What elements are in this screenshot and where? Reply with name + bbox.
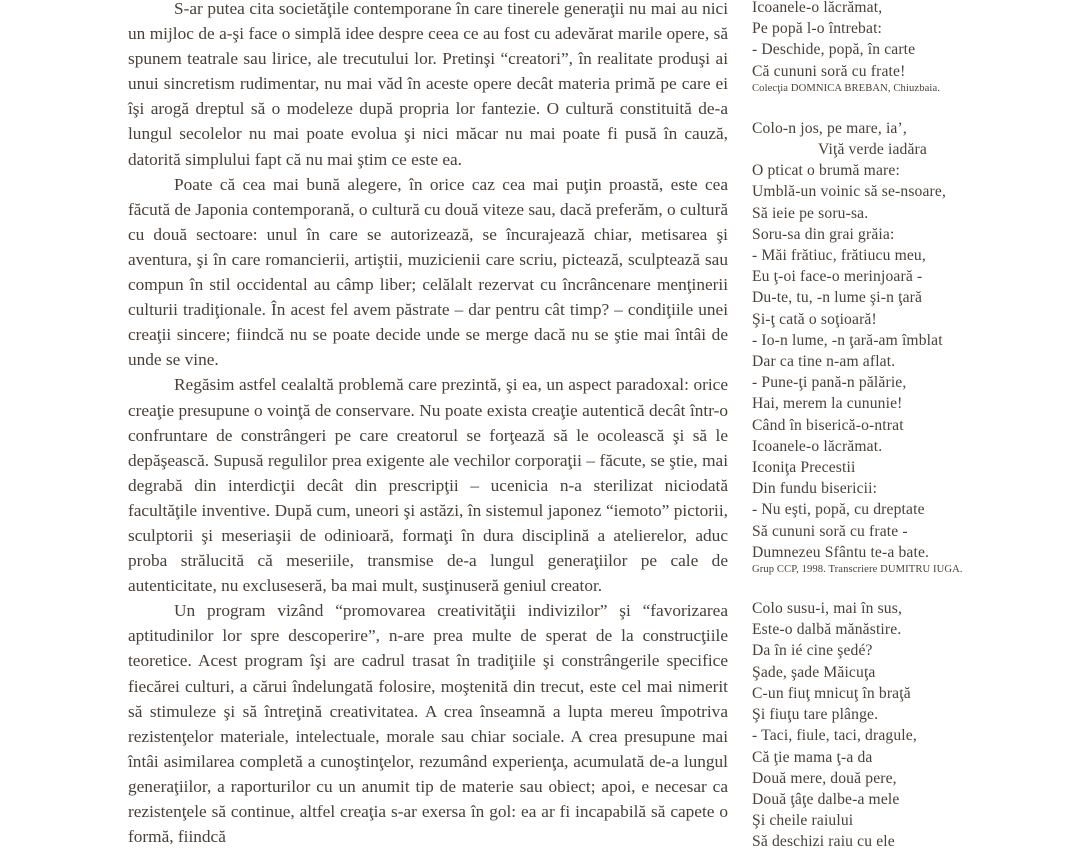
verse-line: Soru-sa din grai grăia: bbox=[752, 225, 895, 243]
verse-column bbox=[752, 0, 1070, 853]
verse-line: Două mere, două pere, bbox=[752, 769, 897, 787]
verse-line: C-un fiuţ mnicuţ în braţă bbox=[752, 684, 911, 702]
verse-line: - Nu eşti, popă, cu dreptate bbox=[752, 501, 925, 519]
verse-line: Eu ţ-oi face-o merinjoară - bbox=[752, 268, 923, 286]
verse-line: Iconiţa Precestii bbox=[752, 459, 856, 477]
verse-line: Să deschizi raiu cu ele bbox=[752, 833, 895, 851]
verse-line: Hai, merem la cununie! bbox=[752, 395, 903, 413]
verse-line: Şi fiuţu tare plânge. bbox=[752, 706, 879, 724]
verse-line: Colo-n jos, pe mare, ia’, bbox=[752, 119, 907, 137]
verse-line: Când în biserică-o-ntrat bbox=[752, 416, 904, 434]
paragraph: Un program vizând “promovarea creativităţii indivizilor” şi “favorizarea aptitudinilor lor spre descoperire”, n-are prea multe de sperat de la construcţiile teoretice. Acest program îşi are cadrul trasat în tradiţiile şi constrângerile specifice fiecărei culturi, a cărui îndelungată folosire, moştenită din trecut, este cel mai nimerit să stimuleze şi să întreţină creativitatea. A crea înseamnă a lupta mereu împotriva rezistenţelor materiale, intelectuale, morale sau chiar sociale. A crea presupune mai întâi asimilarea completă a cunoştinţelor, rezumând experienţa, acumulată de-a lungul generaţiilor, a raporturilor cu un anumit tip de materie sau obiect; apoi, e necesar ca rezistenţele să continue, altfel creaţia s-ar exersa în gol: ea ar fi incapabilă să capete o formă, fiindcă bbox=[128, 601, 728, 847]
block-spacer bbox=[752, 96, 1070, 118]
verse-line: Şi cheile raiului bbox=[752, 812, 854, 830]
verse-line: Şade, şade Măicuţa bbox=[752, 663, 876, 681]
verse-line: Umblă-un voinic să se-nsoare, bbox=[752, 183, 947, 201]
verse-line: Din fundu bisericii: bbox=[752, 480, 878, 498]
verse-line: Să cununi soră cu frate - bbox=[752, 522, 908, 540]
paragraph: Regăsim astfel cealaltă problemă care prezintă, şi ea, un aspect paradoxal: orice creaţie presupune o voinţă de conservare. Nu poate exista creaţie autentică decât într-o confruntare de constrângeri pe care creatorul se forţează să le ocolească şi să le depăşească. Supusă regulilor prea exigente ale vechilor corporaţii – făcute, se ştie, mai degrabă din interdicţii decât din prescripţii – ucenicia n-a sterilizat niciodată facultăţile inventive. După cum, uneori şi astăzi, în sistemul japonez “iemoto” pictorii, sculptorii şi meseriaşii de odinioară, formaţi în dura disciplină a atelierelor, aduc proba strălucită că meseriile, transmise de-a lungul generaţiilor pe cale de autenticitate, nu excluseseră, ba mai mult, susţinuseră geniul creator. bbox=[128, 375, 728, 596]
verse-line: Că ţie mama ţ-a da bbox=[752, 748, 873, 766]
verse-line: Colo susu-i, mai în sus, bbox=[752, 600, 903, 618]
verse-line-refrain: Viţă verde iadăra bbox=[818, 141, 927, 159]
paragraph: Poate că cea mai bună alegere, în orice caz cea mai puţin proastă, este cea făcută de Japonia contemporană, o cultură cu două viteze sau, dacă preferăm, o cultură cu două sectoare: unul în care se autorizează, se încurajează chiar, metisarea şi aventura, şi în care romancierii, artiştii, muzicienii care scriu, pictează, sculptează sau compun în stil occidental au câmp liber; celălalt rezervat cu încrâncenare menţinerii culturii tradiţionale. În acest fel avem păstrate – dar pentru cât timp? – condiţiile unei creaţii sincere; fiindcă nu se poate decide unde se merge dacă nu se ştie mai întâi de unde se vine. bbox=[128, 174, 728, 370]
verse-block bbox=[752, 598, 1070, 852]
verse-line: Da în ié cine şedé? bbox=[752, 642, 873, 660]
prose-column bbox=[128, 0, 728, 849]
verse-line: - Io-n lume, -n ţară-am îmblat bbox=[752, 331, 943, 349]
paragraph: S-ar putea cita societăţile contemporane în care tinerele generaţii nu mai au nici un mijloc de a-şi face o simplă idee despre ceea ce au fost cu adevărat marile opere, să spunem teatrale sau lirice, ale trecutului lor. Pretinşi “creatori”, în realitate produşi ai unui sincretism rudimentar, nu mai văd în aceste opere decât materia primă pe care ei îşi arogă dreptul să o modeleze după propria lor fantezie. O cultură constituită de-a lungul secolelor nu mai poate evolua şi nici măcar nu mai poate fi pusă în cauză, datorită simplului fapt că nu mai ştim ce este ea. bbox=[128, 0, 728, 169]
verse-block bbox=[752, 0, 1070, 96]
block-spacer bbox=[752, 577, 1070, 598]
verse-line: Şi-ţ cată o soţioară! bbox=[752, 310, 877, 328]
verse-attribution: Colecţia DOMNICA BREBAN, Chiuzbaia. bbox=[752, 82, 940, 94]
verse-line: Că cununi soră cu frate! bbox=[752, 62, 906, 80]
verse-line: Dar ca tine n-am aflat. bbox=[752, 353, 896, 371]
verse-line: Este-o dalbă mănăstire. bbox=[752, 621, 902, 639]
verse-line: Pe popă l-o întrebat: bbox=[752, 20, 883, 38]
verse-line: - Taci, fiule, taci, dragule, bbox=[752, 727, 917, 745]
verse-line: - Măi frătiuc, frătiucu meu, bbox=[752, 247, 926, 265]
verse-line: - Deschide, popă, în carte bbox=[752, 41, 916, 59]
verse-line: Să ieie pe soru-sa. bbox=[752, 204, 869, 222]
verse-line: Dumnezeu Sfântu te-a bate. bbox=[752, 543, 930, 561]
verse-attribution: Grup CCP, 1998. Transcriere DUMITRU IUGA. bbox=[752, 564, 963, 576]
verse-block bbox=[752, 118, 1070, 577]
verse-line: Du-te, tu, -n lume şi-n ţară bbox=[752, 289, 923, 307]
verse-line: Icoanele-o lăcrămat. bbox=[752, 437, 883, 455]
verse-line: O pticat o brumă mare: bbox=[752, 162, 900, 180]
verse-line: - Pune-ţi pană-n pălărie, bbox=[752, 374, 907, 392]
verse-line: Două ţâţe dalbe-a mele bbox=[752, 790, 900, 808]
verse-line: Icoanele-o lăcrămat, bbox=[752, 0, 883, 16]
